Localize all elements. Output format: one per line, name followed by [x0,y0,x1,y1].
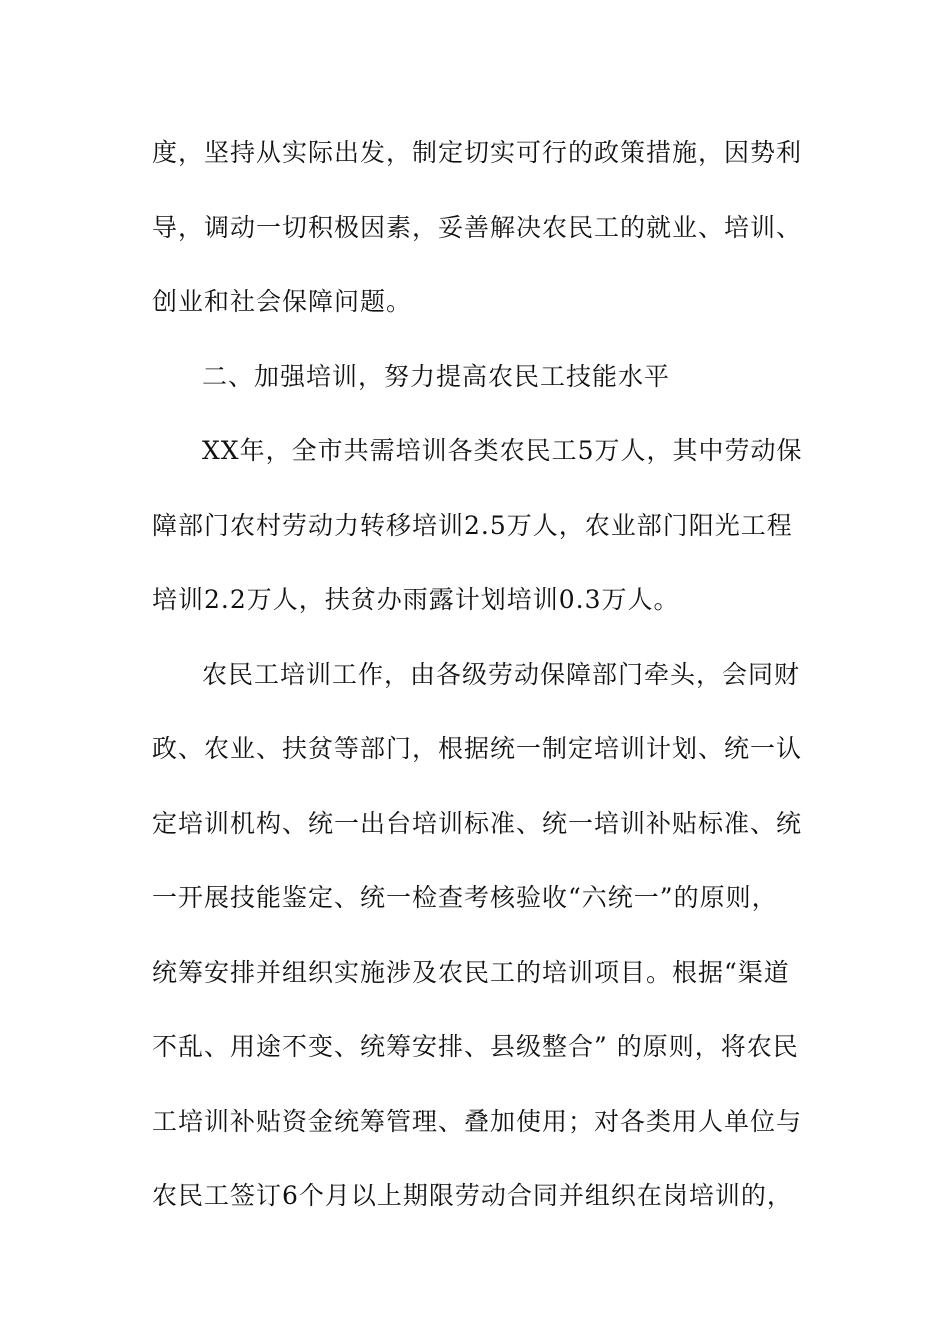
text-line: XX年，全市共需培训各类农民工5万人，其中劳动保 [202,436,803,465]
text-line: 统筹安排并组织实施涉及农民工的培训项目。根据“渠道 [152,957,790,987]
text-line: 一开展技能鉴定、统一检查考核验收“六统一”的原则， [152,883,778,912]
text-line: 导，调动一切积极因素，妥善解决农民工的就业、培训、 [152,212,803,242]
text-line: 度，坚持从实际出发，制定切实可行的政策措施，因势利 [152,138,803,167]
text-line: 农民工签订6个月以上期限劳动合同并组织在岗培训的， [152,1181,793,1210]
text-line: 定培训机构、统一出台培训标准、统一培训补贴标准、统 [152,808,803,838]
text-line: 障部门农村劳动力转移培训2.5万人，农业部门阳光工程 [152,510,793,540]
text-line: 工培训补贴资金统筹管理、叠加使用；对各类用人单位与 [152,1106,803,1136]
text-line: 培训2.2万人，扶贫办雨露计划培训0.3万人。 [152,585,680,614]
text-line: 农民工培训工作，由各级劳动保障部门牵头，会同财 [202,659,801,689]
text-line: 政、农业、扶贫等部门，根据统一制定培训计划、统一认 [152,734,803,763]
section-heading: 二、加强培训，努力提高农民工技能水平 [202,361,671,391]
text-line: 创业和社会保障问题。 [152,287,413,316]
text-line: 不乱、用途不变、统筹安排、县级整合” 的原则，将农民 [152,1032,799,1061]
document-body [152,128,812,1246]
